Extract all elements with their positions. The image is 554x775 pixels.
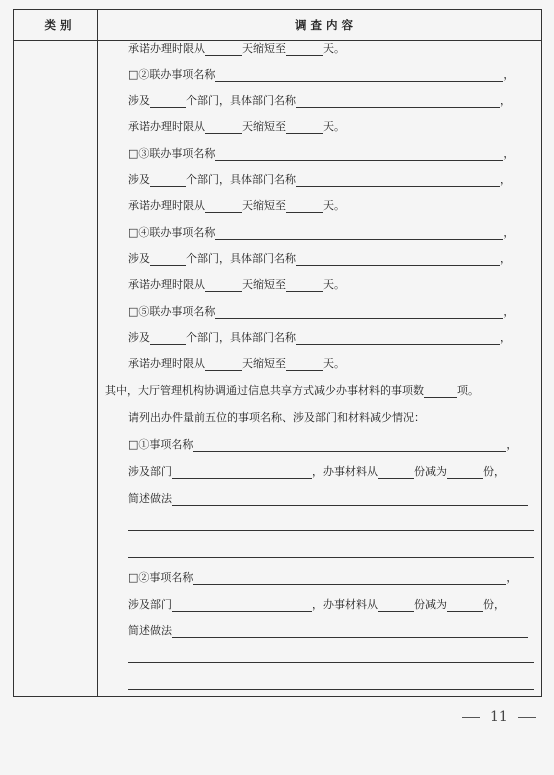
label: 承诺办理时限从 — [128, 42, 205, 55]
blank[interactable] — [286, 358, 323, 371]
label: ， — [500, 252, 511, 265]
blank[interactable] — [150, 95, 186, 108]
label: ， — [500, 94, 511, 107]
label: 承诺办理时限从 — [128, 357, 205, 370]
label: ， — [500, 173, 511, 186]
dash — [462, 717, 480, 718]
label: 天。 — [323, 120, 345, 133]
item-1-name — [128, 436, 517, 452]
label: □⑤联办事项名称 — [128, 305, 216, 318]
top-five-instruction — [128, 409, 425, 425]
blank[interactable] — [172, 625, 528, 638]
blank[interactable] — [378, 599, 414, 612]
blank[interactable] — [172, 466, 312, 479]
method-line[interactable] — [128, 557, 534, 558]
item-2-method — [128, 622, 528, 638]
label: 天缩短至 — [242, 42, 286, 55]
label: ，办事材料从 — [312, 598, 378, 611]
blank[interactable] — [296, 95, 500, 108]
label: 份， — [483, 465, 505, 478]
blank[interactable] — [205, 121, 242, 134]
method-line[interactable] — [128, 689, 534, 690]
page-number-text: 11 — [490, 709, 508, 725]
blank[interactable] — [172, 599, 312, 612]
blank[interactable] — [150, 174, 186, 187]
blank[interactable] — [296, 332, 500, 345]
label: □②联办事项名称 — [128, 68, 216, 81]
label: 个部门，具体部门名称 — [186, 173, 296, 186]
blank[interactable] — [296, 253, 500, 266]
blank[interactable] — [215, 306, 503, 319]
blank[interactable] — [286, 43, 323, 56]
blank[interactable] — [286, 121, 323, 134]
label: ， — [506, 438, 518, 451]
departments-line-4 — [128, 250, 511, 266]
label: 请列出办件量前五位的事项名称、涉及部门和材料减少情况： — [128, 411, 425, 424]
label: 天缩短至 — [242, 357, 286, 370]
label: 涉及 — [128, 252, 150, 265]
joint-item-5-name — [128, 303, 514, 319]
label: 个部门，具体部门名称 — [186, 331, 296, 344]
blank[interactable] — [215, 227, 503, 240]
label: □①事项名称 — [128, 438, 194, 451]
info-sharing-count-line — [105, 382, 479, 398]
blank[interactable] — [447, 599, 483, 612]
label: 天。 — [323, 199, 345, 212]
label: 承诺办理时限从 — [128, 199, 205, 212]
content-header: 调 查 内 容 — [294, 18, 353, 32]
promise-time-line-2 — [128, 118, 345, 134]
label: 份减为 — [414, 465, 447, 478]
label: 天缩短至 — [242, 199, 286, 212]
promise-time-line-1 — [128, 40, 345, 56]
label: ， — [503, 147, 515, 160]
label: ， — [503, 68, 515, 81]
blank[interactable] — [205, 279, 242, 292]
label: ， — [503, 305, 515, 318]
blank[interactable] — [286, 279, 323, 292]
item-2-departments — [128, 596, 505, 612]
item-2-name — [128, 569, 517, 585]
dash — [518, 717, 536, 718]
label: 天缩短至 — [242, 278, 286, 291]
page-number — [452, 709, 546, 725]
method-line[interactable] — [128, 662, 534, 663]
survey-table — [13, 9, 542, 697]
label: □③联办事项名称 — [128, 147, 216, 160]
label: 天。 — [323, 357, 345, 370]
label: 涉及 — [128, 331, 150, 344]
joint-item-2-name — [128, 66, 514, 82]
label: □②事项名称 — [128, 571, 194, 584]
label: ， — [500, 331, 511, 344]
label: 涉及 — [128, 173, 150, 186]
blank[interactable] — [378, 466, 414, 479]
label: 份， — [483, 598, 505, 611]
label: □④联办事项名称 — [128, 226, 216, 239]
column-divider — [97, 10, 98, 696]
blank[interactable] — [193, 439, 506, 452]
label: 份减为 — [414, 598, 447, 611]
label: ， — [506, 571, 518, 584]
blank[interactable] — [286, 200, 323, 213]
label: 个部门，具体部门名称 — [186, 252, 296, 265]
label: 天。 — [323, 278, 345, 291]
departments-line-5 — [128, 329, 511, 345]
promise-time-line-5 — [128, 355, 345, 371]
blank[interactable] — [215, 69, 503, 82]
blank[interactable] — [150, 332, 186, 345]
label: 涉及部门 — [128, 465, 172, 478]
promise-time-line-3 — [128, 197, 345, 213]
promise-time-line-4 — [128, 276, 345, 292]
item-1-method — [128, 490, 528, 506]
blank[interactable] — [150, 253, 186, 266]
blank[interactable] — [447, 466, 483, 479]
label: 其中，大厅管理机构协调通过信息共享方式减少办事材料的事项数 — [105, 384, 424, 397]
blank[interactable] — [296, 174, 500, 187]
label: 项。 — [457, 384, 479, 397]
blank[interactable] — [424, 385, 457, 398]
label: 涉及 — [128, 94, 150, 107]
departments-line-3 — [128, 171, 511, 187]
blank[interactable] — [215, 148, 503, 161]
label: 个部门，具体部门名称 — [186, 94, 296, 107]
label: 天。 — [323, 42, 345, 55]
label: 承诺办理时限从 — [128, 120, 205, 133]
blank[interactable] — [205, 43, 242, 56]
item-1-departments — [128, 463, 505, 479]
joint-item-4-name — [128, 224, 514, 240]
label: ，办事材料从 — [312, 465, 378, 478]
label: 简述做法 — [128, 624, 172, 637]
label: 承诺办理时限从 — [128, 278, 205, 291]
method-line[interactable] — [128, 530, 534, 531]
label: ， — [503, 226, 515, 239]
blank[interactable] — [172, 493, 528, 506]
label: 简述做法 — [128, 492, 172, 505]
label: 天缩短至 — [242, 120, 286, 133]
blank[interactable] — [205, 358, 242, 371]
label: 涉及部门 — [128, 598, 172, 611]
blank[interactable] — [205, 200, 242, 213]
category-header: 类 别 — [44, 18, 72, 32]
departments-line-2 — [128, 92, 511, 108]
joint-item-3-name — [128, 145, 514, 161]
blank[interactable] — [193, 572, 506, 585]
